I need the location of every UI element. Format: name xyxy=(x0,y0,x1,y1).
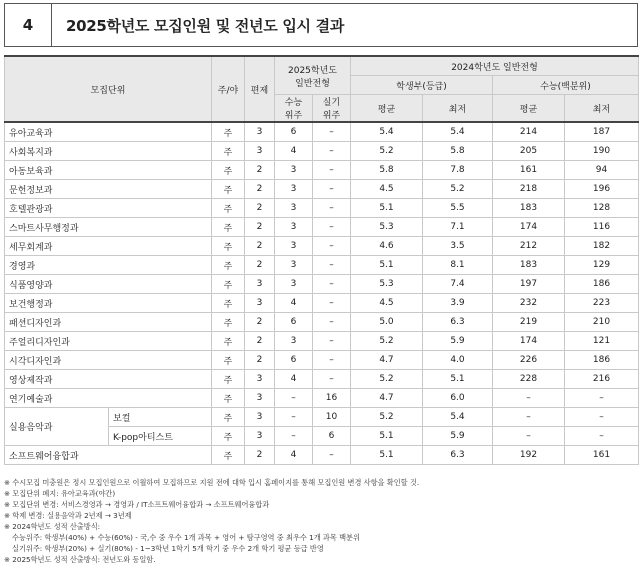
table-row xyxy=(5,256,639,275)
table-row xyxy=(5,389,639,408)
table-cell: 주 xyxy=(212,237,245,256)
table-cell: 192 xyxy=(493,446,565,465)
table-cell: 94 xyxy=(565,161,639,180)
header-2024-general: 2024학년도 일반전형 xyxy=(351,56,639,76)
table-cell: 5.4 xyxy=(423,122,493,142)
table-cell: – xyxy=(313,237,351,256)
table-cell: – xyxy=(313,161,351,180)
table-cell: 5.1 xyxy=(351,427,423,446)
table-cell: 주 xyxy=(212,313,245,332)
table-cell: 4.5 xyxy=(351,294,423,313)
table-cell: 5.0 xyxy=(351,313,423,332)
table-cell: 주 xyxy=(212,351,245,370)
table-cell: 4 xyxy=(275,446,313,465)
table-cell: 2 xyxy=(245,237,275,256)
table-cell: 8.1 xyxy=(423,256,493,275)
note: 수능위주: 학생부(40%) + 수능(60%) - 국,수 중 우수 1개 과목 + 영어 + 탐구영역 중 최우수 1개 과목 백분위 xyxy=(12,533,360,542)
table-cell: 6 xyxy=(313,427,351,446)
section-title: 2025학년도 모집인원 및 전년도 입시 결과 xyxy=(66,16,345,35)
table-cell: 주 xyxy=(212,256,245,275)
table-cell: 5.1 xyxy=(423,370,493,389)
table-cell: – xyxy=(313,180,351,199)
table-cell: 문헌정보과 xyxy=(5,180,212,199)
table-cell: 5.2 xyxy=(423,180,493,199)
table-cell: 223 xyxy=(565,294,639,313)
table-cell: 174 xyxy=(493,332,565,351)
header-susi: 수능 위주 xyxy=(275,95,313,123)
table-cell: 5.2 xyxy=(351,408,423,427)
table-cell: – xyxy=(313,218,351,237)
table-cell: 228 xyxy=(493,370,565,389)
table-cell: 식품영양과 xyxy=(5,275,212,294)
table-cell: 주 xyxy=(212,218,245,237)
table-cell: 3 xyxy=(245,370,275,389)
table-cell: 2 xyxy=(245,351,275,370)
header-csat-avg: 평균 xyxy=(493,95,565,123)
table-cell: 패션디자인과 xyxy=(5,313,212,332)
table-cell: 4.7 xyxy=(351,351,423,370)
table-cell: 116 xyxy=(565,218,639,237)
table-row xyxy=(5,408,639,427)
table-cell: 주얼리디자인과 xyxy=(5,332,212,351)
table-cell: 6 xyxy=(275,351,313,370)
table-cell: 190 xyxy=(565,142,639,161)
table-cell: 5.2 xyxy=(351,370,423,389)
table-cell: 5.3 xyxy=(351,218,423,237)
table-cell: 사회복지과 xyxy=(5,142,212,161)
table-cell: – xyxy=(275,427,313,446)
table-cell: 2 xyxy=(245,446,275,465)
table-cell: 216 xyxy=(565,370,639,389)
table-cell: 주 xyxy=(212,408,245,427)
table-cell: – xyxy=(313,294,351,313)
table-cell: 5.8 xyxy=(423,142,493,161)
table-row xyxy=(5,142,639,161)
table-cell: 6 xyxy=(275,122,313,142)
notes xyxy=(4,477,638,565)
table-cell: 4 xyxy=(275,370,313,389)
header-2025-general: 2025학년도 일반전형 xyxy=(275,56,351,95)
table-cell: 219 xyxy=(493,313,565,332)
table-cell: 187 xyxy=(565,122,639,142)
table-cell: 3 xyxy=(245,294,275,313)
table-row xyxy=(5,237,639,256)
table-cell: 4 xyxy=(275,142,313,161)
table-cell: 5.1 xyxy=(351,199,423,218)
table-cell: 121 xyxy=(565,332,639,351)
table-cell: 2 xyxy=(245,332,275,351)
table-cell: 주 xyxy=(212,294,245,313)
table-cell: 6.0 xyxy=(423,389,493,408)
header-record-avg: 평균 xyxy=(351,95,423,123)
header-csat: 수능(백분위) xyxy=(493,76,639,95)
table-row xyxy=(5,275,639,294)
table-cell: 아동보육과 xyxy=(5,161,212,180)
table-cell: – xyxy=(565,389,639,408)
table-cell: 5.2 xyxy=(351,332,423,351)
table-cell: 6 xyxy=(275,313,313,332)
table-cell: 10 xyxy=(313,408,351,427)
table-cell: 5.5 xyxy=(423,199,493,218)
note: 실기위주: 학생부(20%) + 실기(80%) - 1~3학년 1학기 5개 학기 중 우수 2개 학기 평균 등급 반영 xyxy=(12,544,324,553)
table-row xyxy=(5,199,639,218)
table-cell: – xyxy=(275,389,313,408)
table-cell: 5.9 xyxy=(423,427,493,446)
table-cell: 226 xyxy=(493,351,565,370)
table-cell: 161 xyxy=(493,161,565,180)
table-cell: – xyxy=(313,446,351,465)
table-cell: 2 xyxy=(245,180,275,199)
section-header xyxy=(4,3,638,47)
table-cell: 3.5 xyxy=(423,237,493,256)
header-day-night: 주/야 xyxy=(212,56,245,122)
table-cell: 3 xyxy=(275,275,313,294)
table-cell: 실용음악과 xyxy=(5,408,109,446)
table-cell: 보건행정과 xyxy=(5,294,212,313)
table-cell: 7.4 xyxy=(423,275,493,294)
table-cell: 주 xyxy=(212,142,245,161)
table-cell: 5.1 xyxy=(351,446,423,465)
table-cell: 3 xyxy=(245,275,275,294)
table-cell: 4.6 xyxy=(351,237,423,256)
table-row xyxy=(5,446,639,465)
table-cell: 5.3 xyxy=(351,275,423,294)
table-cell: 5.1 xyxy=(351,256,423,275)
table-cell: 3 xyxy=(275,161,313,180)
table-cell: 5.4 xyxy=(423,408,493,427)
table-cell: 5.8 xyxy=(351,161,423,180)
table-cell: 174 xyxy=(493,218,565,237)
table-cell: 유아교육과 xyxy=(5,122,212,142)
header-year-type: 편제 xyxy=(245,56,275,122)
table-cell: 197 xyxy=(493,275,565,294)
table-cell: 영상제작과 xyxy=(5,370,212,389)
table-row xyxy=(5,313,639,332)
table-cell: 경영과 xyxy=(5,256,212,275)
table-cell: K-pop아티스트 xyxy=(109,427,212,446)
table-cell: – xyxy=(493,389,565,408)
table-cell: 주 xyxy=(212,199,245,218)
table-cell: – xyxy=(313,332,351,351)
note: ※ 모집단위 변경: 서비스경영과 → 경영과 / IT소프트웨어융합과 → 소프트웨어융합과 xyxy=(4,500,270,509)
table-cell: 3 xyxy=(275,218,313,237)
table-cell: 183 xyxy=(493,256,565,275)
table-cell: 주 xyxy=(212,275,245,294)
table-cell: 129 xyxy=(565,256,639,275)
table-cell: 주 xyxy=(212,427,245,446)
table-cell: 소프트웨어융합과 xyxy=(5,446,212,465)
table-cell: 5.4 xyxy=(351,122,423,142)
table-cell: 212 xyxy=(493,237,565,256)
note: ※ 수시모집 미충원은 정시 모집인원으로 이월하여 모집하므로 지원 전에 대학 입시 홈페이지를 통해 모집인원 변경 사항을 확인할 것. xyxy=(4,478,420,487)
table-cell: – xyxy=(313,142,351,161)
table-cell: 3.9 xyxy=(423,294,493,313)
table-cell: 205 xyxy=(493,142,565,161)
table-cell: 3 xyxy=(245,389,275,408)
table-cell: 2 xyxy=(245,161,275,180)
table-row xyxy=(5,218,639,237)
table-cell: 5.2 xyxy=(351,142,423,161)
table-cell: 186 xyxy=(565,275,639,294)
table-cell: 183 xyxy=(493,199,565,218)
table-cell: 3 xyxy=(275,256,313,275)
header-unit: 모집단위 xyxy=(5,56,212,122)
table-cell: 7.8 xyxy=(423,161,493,180)
table-cell: – xyxy=(493,427,565,446)
table-cell: 6.3 xyxy=(423,313,493,332)
note: ※ 2025학년도 성적 산출방식: 전년도와 동일함. xyxy=(4,555,156,564)
note: ※ 모집단위 폐지: 유아교육과(야간) xyxy=(4,489,116,498)
note: ※ 2024학년도 성적 산출방식: xyxy=(4,522,101,531)
table-cell: 3 xyxy=(245,427,275,446)
table-cell: 보컬 xyxy=(109,408,212,427)
table-cell: 주 xyxy=(212,370,245,389)
table-cell: 연기예술과 xyxy=(5,389,212,408)
table-cell: 4 xyxy=(275,294,313,313)
table-cell: – xyxy=(565,408,639,427)
table-cell: – xyxy=(313,313,351,332)
table-cell: – xyxy=(313,256,351,275)
admissions-table xyxy=(4,55,639,465)
table-cell: 호텔관광과 xyxy=(5,199,212,218)
note: ※ 학제 변경: 실용음악과 2년제 → 3년제 xyxy=(4,511,132,520)
table-cell: 주 xyxy=(212,122,245,142)
header-record-min: 최저 xyxy=(423,95,493,123)
table-cell: 주 xyxy=(212,180,245,199)
table-cell: 3 xyxy=(245,122,275,142)
table-cell: 2 xyxy=(245,218,275,237)
table-cell: 주 xyxy=(212,161,245,180)
table-cell: 2 xyxy=(245,199,275,218)
table-cell: 3 xyxy=(275,199,313,218)
table-cell: 주 xyxy=(212,332,245,351)
table-cell: 3 xyxy=(245,408,275,427)
table-cell: 128 xyxy=(565,199,639,218)
table-cell: – xyxy=(493,408,565,427)
table-cell: – xyxy=(313,351,351,370)
table-cell: 주 xyxy=(212,389,245,408)
table-row xyxy=(5,370,639,389)
table-cell: – xyxy=(313,370,351,389)
table-cell: 186 xyxy=(565,351,639,370)
table-cell: – xyxy=(565,427,639,446)
table-row xyxy=(5,180,639,199)
table-row xyxy=(5,122,639,142)
table-cell: 스마트사무행정과 xyxy=(5,218,212,237)
section-number: 4 xyxy=(5,4,52,46)
table-cell: 3 xyxy=(275,332,313,351)
table-cell: 182 xyxy=(565,237,639,256)
table-cell: 214 xyxy=(493,122,565,142)
table-row xyxy=(5,351,639,370)
table-cell: 4.7 xyxy=(351,389,423,408)
table-cell: – xyxy=(313,275,351,294)
table-cell: 4.5 xyxy=(351,180,423,199)
table-cell: 3 xyxy=(245,142,275,161)
table-cell: – xyxy=(275,408,313,427)
table-cell: – xyxy=(313,199,351,218)
header-silgi: 실기 위주 xyxy=(313,95,351,123)
table-cell: 2 xyxy=(245,256,275,275)
table-cell: 210 xyxy=(565,313,639,332)
table-cell: 161 xyxy=(565,446,639,465)
table-cell: 3 xyxy=(275,180,313,199)
header-record: 학생부(등급) xyxy=(351,76,493,95)
table-cell: 6.3 xyxy=(423,446,493,465)
table-cell: 주 xyxy=(212,446,245,465)
table-row xyxy=(5,294,639,313)
table-cell: 3 xyxy=(275,237,313,256)
table-cell: – xyxy=(313,122,351,142)
table-cell: 4.0 xyxy=(423,351,493,370)
table-cell: 218 xyxy=(493,180,565,199)
table-row xyxy=(5,161,639,180)
table-cell: 시각디자인과 xyxy=(5,351,212,370)
table-cell: 5.9 xyxy=(423,332,493,351)
table-cell: 196 xyxy=(565,180,639,199)
table-row xyxy=(5,332,639,351)
table-cell: 2 xyxy=(245,313,275,332)
table-cell: 7.1 xyxy=(423,218,493,237)
table-cell: 232 xyxy=(493,294,565,313)
table-cell: 16 xyxy=(313,389,351,408)
table-cell: 세무회계과 xyxy=(5,237,212,256)
header-csat-min: 최저 xyxy=(565,95,639,123)
